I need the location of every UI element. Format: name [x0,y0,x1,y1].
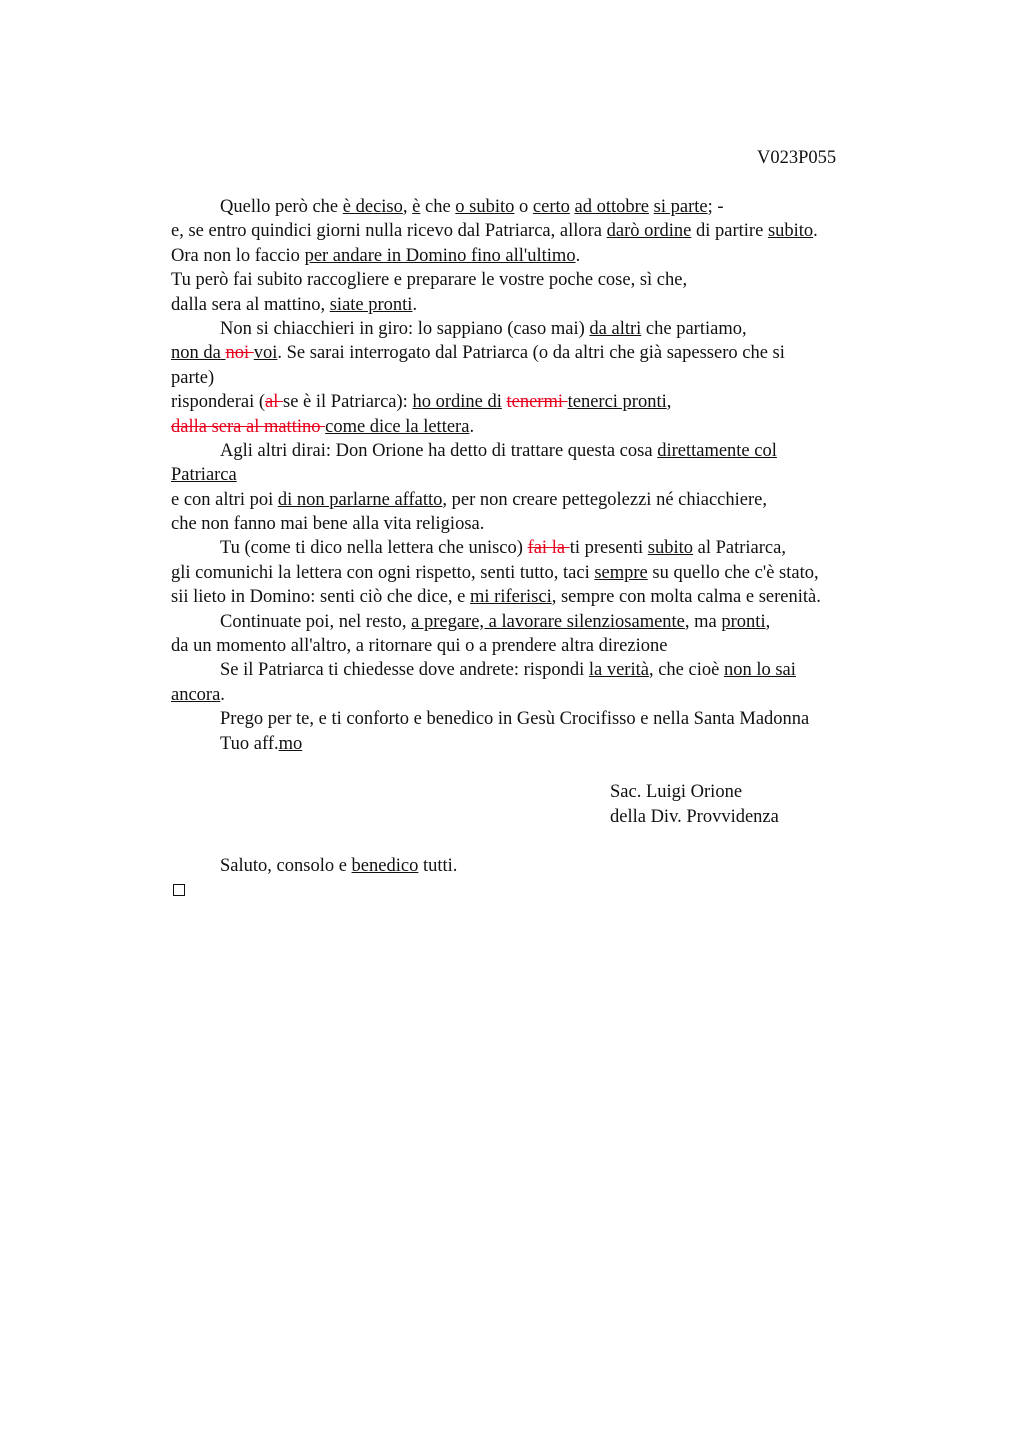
underlined-text: non da [171,343,221,364]
text-segment: ; - [707,197,724,217]
deleted-text: noi [225,343,254,364]
letter-line [171,293,911,317]
text-segment: , [402,197,413,217]
underlined-text: è deciso [342,197,403,217]
text-segment: Non si chiacchieri in giro: lo sappiano (caso mai) [220,318,590,339]
letter-line [171,341,911,365]
text-segment: Continuate poi, nel resto, [220,611,412,632]
deleted-text: dalla sera al mattino [171,416,326,437]
text-segment: Agli altri dirai: Don Orione ha detto di trattare questa cosa [220,440,658,461]
underlined-text: o subito [455,197,515,217]
text-segment: al Patriarca, [693,538,786,559]
text-segment: Quello però che [220,197,343,217]
text-segment: o [514,197,533,217]
letter-line [171,658,911,682]
letter-line [171,634,911,658]
underlined-text: mo [278,733,303,754]
text-segment: Ora non lo faccio [171,245,305,266]
empty-box-icon [173,884,185,896]
letter-line [171,488,911,512]
text-segment: di partire [691,221,768,242]
letter-line [171,268,911,292]
letter-line [171,536,911,560]
underlined-text: la verità [588,660,649,681]
letter-line [171,244,911,268]
text-segment: gli comunichi la lettera con ogni rispetto, senti tutto, taci [171,562,595,583]
deleted-text: al [265,392,283,413]
text-segment: Se il Patriarca ti chiedesse dove andrete: rispondi [220,660,589,681]
text-segment: Prego per te, e ti conforto e benedico in Gesù Crocifisso e nella Santa Madonna [220,709,810,730]
text-segment: Tu però fai subito raccogliere e preparare le vostre poche cose, sì che, [171,270,688,291]
document-code: V023P055 [757,148,837,168]
letter-line [171,707,911,731]
text-segment: , [765,611,771,632]
text-segment: da un momento all'altro, a ritornare qui o a prendere altra direzione [171,636,668,657]
signature-name: Sac. Luigi Orione [610,782,743,803]
underlined-text: per andare in Domino fino all'ultimo [304,245,576,266]
text-segment: . [412,294,418,315]
underlined-text: benedico [351,855,419,876]
text-segment: , [666,392,672,413]
letter-line [171,219,911,243]
text-segment: . [469,416,475,437]
underlined-text: direttamente col [657,440,777,461]
text-segment: , ma [684,611,722,632]
underlined-text: tenerci pronti [567,392,667,413]
underlined-text: certo [532,197,570,217]
checkbox-line [171,878,911,902]
underlined-text: di non parlarne affatto [277,489,443,510]
text-segment: su quello che c'è stato, [647,562,819,583]
letter-line [171,683,911,707]
deleted-text: fai la [527,538,570,559]
underlined-text: mi riferisci [470,587,552,608]
text-segment: , sempre con molta calma e serenità. [551,587,821,608]
underlined-text: siate pronti [329,294,413,315]
text-segment: sii lieto in Domino: senti ciò che dice, e [171,587,471,608]
letter-line [171,415,911,439]
text-segment: . Se sarai interrogato dal Patriarca (o da altri che già sapessero che si [277,343,785,364]
underlined-text: non lo sai [723,660,796,681]
letter-line [171,390,911,414]
underlined-text: voi [253,343,278,364]
text-segment: ti presenti [569,538,648,559]
text-segment: Saluto, consolo e [220,855,352,876]
text-segment: . [575,245,581,266]
letter-line [171,439,911,463]
underlined-text: subito [767,221,814,242]
letter-line [171,195,911,219]
deleted-text: tenermi [506,392,568,413]
text-segment: Tu (come ti dico nella lettera che unisco) [220,538,528,559]
blank-line [171,829,911,853]
letter-line [171,585,911,609]
underlined-text: a pregare, a lavorare silenziosamente [411,611,685,632]
underlined-text: darò ordine [606,221,692,242]
text-segment: parte) [171,367,215,388]
underlined-text: si parte [653,197,708,217]
text-segment: dalla sera al mattino, [171,294,330,315]
text-segment: che [420,197,456,217]
text-segment: risponderai ( [171,392,266,413]
underlined-text: ad ottobre [574,197,650,217]
underlined-text: sempre [594,562,648,583]
blank-line [171,756,911,780]
text-segment: che partiamo, [641,318,747,339]
underlined-text: da altri [589,318,642,339]
underlined-text: come dice la lettera [325,416,470,437]
letter-line [171,561,911,585]
postscript [171,854,911,878]
text-segment: se è il Patriarca): [283,392,413,413]
letter-line [171,610,911,634]
underlined-text: pronti [721,611,766,632]
text-segment: Tuo aff. [220,733,279,754]
underlined-text: subito [647,538,694,559]
text-segment: , che cioè [648,660,724,681]
underlined-text: ho ordine di [412,392,502,413]
letter-line [171,732,911,756]
text-segment: e con altri poi [171,489,278,510]
letter-line [171,463,911,487]
underlined-text: è [412,197,421,217]
letter-line [171,512,911,536]
signature-title: della Div. Provvidenza [610,806,779,827]
text-segment: . [813,221,818,242]
text-segment: tutti. [418,855,458,876]
underlined-text: Patriarca [171,465,237,486]
text-segment: che non fanno mai bene alla vita religiosa. [171,514,485,535]
letter-text [171,195,911,756]
text-segment: e, se entro quindici giorni nulla ricevo dal Patriarca, allora [171,221,607,242]
underlined-text: ancora [171,684,221,705]
letter-line [171,366,911,390]
text-segment: , per non creare pettegolezzi né chiacchiere, [442,489,767,510]
letter-body [171,195,911,902]
letter-line [171,317,911,341]
text-segment: . [220,684,225,705]
